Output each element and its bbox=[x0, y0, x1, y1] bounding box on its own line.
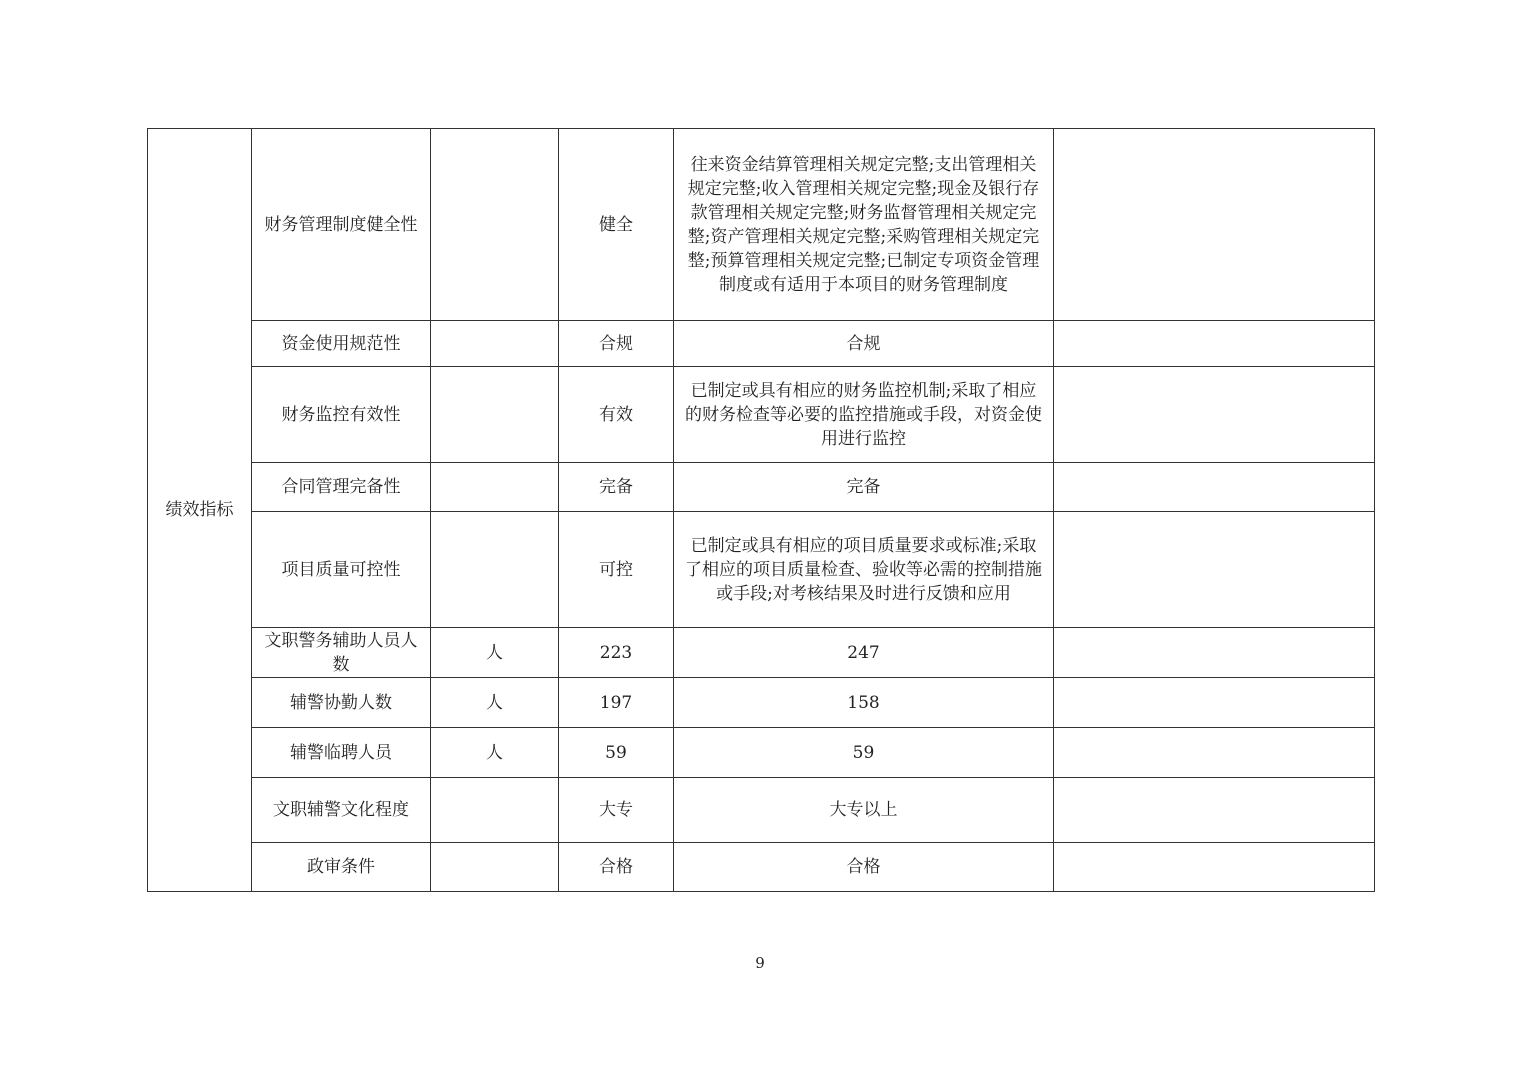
indicator-cell: 资金使用规范性 bbox=[252, 321, 431, 367]
table-row bbox=[148, 728, 1375, 778]
table-row bbox=[148, 367, 1375, 463]
table-row bbox=[148, 843, 1375, 892]
table-row bbox=[148, 778, 1375, 843]
indicator-cell: 文职警务辅助人员人数 bbox=[252, 628, 431, 678]
remarks-cell bbox=[1054, 843, 1375, 892]
unit-cell: 人 bbox=[431, 628, 559, 678]
target-cell: 合格 bbox=[559, 843, 674, 892]
criteria-cell: 合格 bbox=[674, 843, 1054, 892]
criteria-cell: 59 bbox=[674, 728, 1054, 778]
target-cell: 可控 bbox=[559, 512, 674, 628]
indicator-cell: 文职辅警文化程度 bbox=[252, 778, 431, 843]
indicator-cell: 财务监控有效性 bbox=[252, 367, 431, 463]
unit-cell bbox=[431, 512, 559, 628]
indicator-cell: 辅警协勤人数 bbox=[252, 678, 431, 728]
remarks-cell bbox=[1054, 129, 1375, 321]
remarks-cell bbox=[1054, 728, 1375, 778]
remarks-cell bbox=[1054, 678, 1375, 728]
unit-cell bbox=[431, 463, 559, 512]
criteria-cell: 合规 bbox=[674, 321, 1054, 367]
remarks-cell bbox=[1054, 367, 1375, 463]
criteria-cell: 往来资金结算管理相关规定完整;支出管理相关规定完整;收入管理相关规定完整;现金及银行存款管理相关规定完整;财务监督管理相关规定完整;资产管理相关规定完整;采购管理相关规定完整;预算管理相关规定完整;已制定专项资金管理制度或有适用于本项目的财务管理制度 bbox=[674, 129, 1054, 321]
target-cell: 197 bbox=[559, 678, 674, 728]
unit-cell bbox=[431, 843, 559, 892]
page-number: 9 bbox=[755, 954, 765, 972]
unit-cell bbox=[431, 321, 559, 367]
indicator-cell: 项目质量可控性 bbox=[252, 512, 431, 628]
unit-cell: 人 bbox=[431, 728, 559, 778]
criteria-cell: 完备 bbox=[674, 463, 1054, 512]
target-cell: 完备 bbox=[559, 463, 674, 512]
target-cell: 223 bbox=[559, 628, 674, 678]
performance-indicator-table bbox=[147, 128, 1375, 892]
indicator-cell: 政审条件 bbox=[252, 843, 431, 892]
remarks-cell bbox=[1054, 778, 1375, 843]
table-row bbox=[148, 321, 1375, 367]
table-row bbox=[148, 678, 1375, 728]
table-row bbox=[148, 512, 1375, 628]
target-cell: 有效 bbox=[559, 367, 674, 463]
remarks-cell bbox=[1054, 512, 1375, 628]
unit-cell bbox=[431, 367, 559, 463]
category-cell: 绩效指标 bbox=[148, 129, 252, 892]
unit-cell bbox=[431, 778, 559, 843]
remarks-cell bbox=[1054, 321, 1375, 367]
table-row bbox=[148, 129, 1375, 321]
criteria-cell: 大专以上 bbox=[674, 778, 1054, 843]
table-row bbox=[148, 463, 1375, 512]
criteria-cell: 158 bbox=[674, 678, 1054, 728]
unit-cell: 人 bbox=[431, 678, 559, 728]
target-cell: 健全 bbox=[559, 129, 674, 321]
indicator-cell: 合同管理完备性 bbox=[252, 463, 431, 512]
criteria-cell: 247 bbox=[674, 628, 1054, 678]
table-row bbox=[148, 628, 1375, 678]
criteria-cell: 已制定或具有相应的财务监控机制;采取了相应的财务检查等必要的监控措施或手段，对资金使用进行监控 bbox=[674, 367, 1054, 463]
indicator-cell: 财务管理制度健全性 bbox=[252, 129, 431, 321]
remarks-cell bbox=[1054, 628, 1375, 678]
unit-cell bbox=[431, 129, 559, 321]
remarks-cell bbox=[1054, 463, 1375, 512]
criteria-cell: 已制定或具有相应的项目质量要求或标准;采取了相应的项目质量检查、验收等必需的控制措施或手段;对考核结果及时进行反馈和应用 bbox=[674, 512, 1054, 628]
indicator-cell: 辅警临聘人员 bbox=[252, 728, 431, 778]
target-cell: 大专 bbox=[559, 778, 674, 843]
target-cell: 59 bbox=[559, 728, 674, 778]
target-cell: 合规 bbox=[559, 321, 674, 367]
